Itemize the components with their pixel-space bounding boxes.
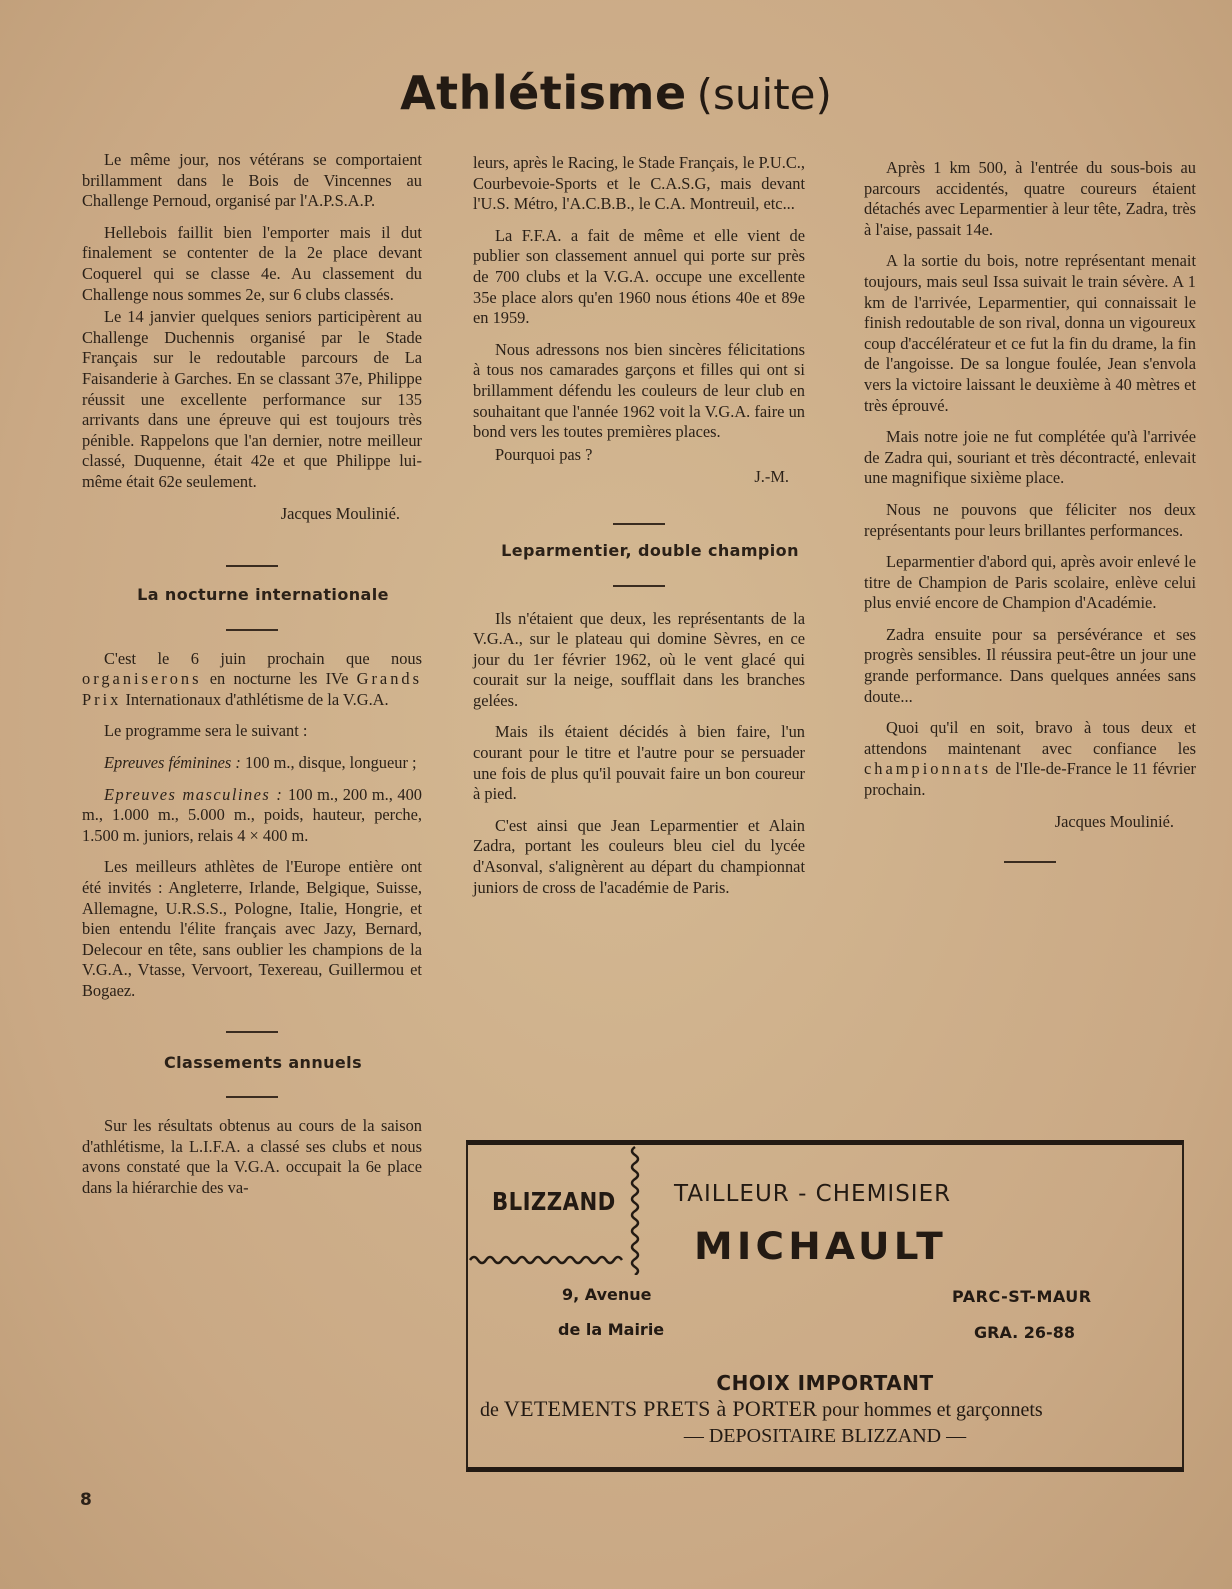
ad-depositaire: — DEPOSITAIRE BLIZZAND — [683,1425,967,1447]
section-heading-nocturne: La nocturne internationale [137,585,389,605]
paragraph: Après 1 km 500, à l'entrée du sous-bois au parcours accidentés, quatre coureurs étaient détachés avec Leparmentier à leur tête, Zadra, très à l'aise, passait 14e. [864,158,1196,239]
signature: Jacques Moulinié. [1054,811,1174,831]
paragraph: Les meilleurs athlètes de l'Europe entière ont été invités : Angleterre, Irlande, Belgique, Suisse, Allemagne, U.R.S.S., Pologne, Italie, Hongrie, et bien entendu l'élite français avec Jazy, Bernard, Delecour en tête, sans oublier les champions de la V.G.A., Vtasse, Vervoort, Texereau, Guillermou et Bogaez. [82,857,422,1000]
signature: J.-M. [754,467,789,487]
wavy-line-decoration [468,1253,628,1267]
paragraph: Nous adressons nos bien sincères félicitations à tous nos camarades garçons et filles qui ont si brillamment défendu les couleurs de leur club en souhaitant que l'année 1962 voit la V.G.A. faire un bond vers les toutes premières places. [473,339,805,442]
advertisement-box [466,1140,1184,1472]
ad-phone: GRA. 26-88 [974,1323,1075,1342]
section-heading-leparmentier: Leparmentier, double champion [501,540,799,560]
paragraph: Pourquoi pas ? [495,444,593,464]
paragraph: Nous ne pouvons que féliciter nos deux représentants pour leurs brillantes performances. [864,499,1196,540]
ad-city: PARC-ST-MAUR [952,1287,1092,1306]
section-heading-classements: Classements annuels [163,1052,362,1072]
paragraph: C'est ainsi que Jean Leparmentier et Alain Zadra, portant les couleurs bleu ciel du lycée d'Asonval, s'alignèrent au départ du championnat juniors de cross de l'académie de Paris. [473,815,805,897]
paragraph: C'est le 6 juin prochain que nous organiserons en nocturne les IVe Grands Prix Internationaux d'athlétisme de la V.G.A. [82,648,422,709]
paragraph: Zadra ensuite pour sa persévérance et ses progrès sensibles. Il réussira peut-être un jour une grande performance. Dans quelques années sans doute... [864,624,1196,706]
wavy-vertical-divider [628,1145,642,1275]
paragraph: Hellebois faillit bien l'emporter mais il dut finalement se contenter de la 2e place devant Coquerel qui se classe 4e. Au classement du Challenge nous sommes 2e, sur 6 clubs classés. [82,222,422,304]
paragraph: Mais notre joie ne fut complétée qu'à l'arrivée de Zadra qui, souriant et très décontracté, enlevait une magnifique sixième place. [864,427,1196,488]
paragraph: Leparmentier d'abord qui, après avoir enlevé le titre de Champion de Paris scolaire, enlève celui plus envié encore de Champion d'Académie. [864,552,1196,613]
paragraph: Ils n'étaient que deux, les représentants de la V.G.A., sur le plateau qui domine Sèvres, en ce jour du 1er février 1962, où le vent glacé qui courait sur la neige, soufflait dans les branches gelées. [473,608,805,710]
paragraph: Mais ils étaient décidés à bien faire, l'un courant pour le titre et l'autre pour se persuader une fois de plus qu'il pouvait faire un bon coureur à pied. [473,722,805,804]
title-main: Athlétisme [400,66,687,120]
signature: Jacques Moulinié. [280,503,400,523]
ad-michault-logo: MICHAULT [694,1225,948,1268]
paragraph: Epreuves masculines : 100 m., 200 m., 400 m., 1.000 m., 5.000 m., poids, hauteur, perche, 1.500 m. juniors, relais 4 × 400 m. [82,784,422,845]
column-2 [473,153,805,909]
paragraph: La F.F.A. a fait de même et elle vient de publier son classement annuel qui porte sur près de 700 clubs et la V.G.A. occupe une excellente 35e place alors qu'en 1960 nous étions 40e et 89e en 1959. [473,225,805,328]
title-suite: (suite) [696,70,832,119]
page-title [0,66,1232,120]
ad-address-line-1: 9, Avenue [562,1285,652,1304]
section-divider [1004,861,1056,863]
ad-choix-important: CHOIX IMPORTANT [716,1371,934,1395]
page-number: 8 [80,1490,92,1510]
ad-vetements-line: de VETEMENTS PRETS à PORTER pour hommes et garçonnets [480,1396,1043,1421]
paragraph: Le programme sera le suivant : [104,721,308,741]
column-1 [82,150,422,1210]
ad-tailleur-chemisier: TAILLEUR - CHEMISIER [674,1181,952,1207]
ad-address-line-2: de la Mairie [558,1320,665,1339]
paragraph: leurs, après le Racing, le Stade Français, le P.U.C., Courbevoie-Sports et le C.A.S.G, mais devant l'U.S. Métro, l'A.C.B.B., le C.A. Montreuil, etc... [473,153,805,214]
paragraph: A la sortie du bois, notre représentant menait toujours, mais seul Issa suivait le train sévère. A 1 km de l'arrivée, Leparmentier, qui connaissait le finish redoutable de son rival, donna un vigoureux coup d'accélérateur et ce fut la fin du drame, la fin de l'angoisse. De sa longue foulée, Jean s'envola vers la victoire laissant le deuxième à 40 mètres et très éprouvé. [864,251,1196,415]
column-3 [864,158,1196,863]
paragraph: Sur les résultats obtenus au cours de la saison d'athlétisme, la L.I.F.A. a classé ses clubs et nous avons constaté que la V.G.A. occupait la 6e place dans la hiérarchie des va- [82,1116,422,1197]
paragraph: Le 14 janvier quelques seniors participèrent au Challenge Duchennis organisé par le Stade Français sur le redoutable parcours de La Faisanderie à Garches. En se classant 37e, Philippe réussit une excellente performance sur 135 arrivants dans une épreuve qui est toujours très pénible. Rappelons que l'an dernier, notre meilleur classé, Duquenne, était 42e et que Philippe lui-même était 62e seulement. [82,307,422,491]
paragraph: Epreuves féminines : 100 m., disque, longueur ; [104,753,417,773]
paragraph: Le même jour, nos vétérans se comportaient brillamment dans le Bois de Vincennes au Challenge Pernoud, organisé par l'A.P.S.A.P. [82,150,422,211]
paragraph: Quoi qu'il en soit, bravo à tous deux et attendons maintenant avec confiance les championnats de l'Ile-de-France le 11 février prochain. [864,718,1196,800]
ad-brand-blizzand: BLIZZAND [492,1187,616,1216]
